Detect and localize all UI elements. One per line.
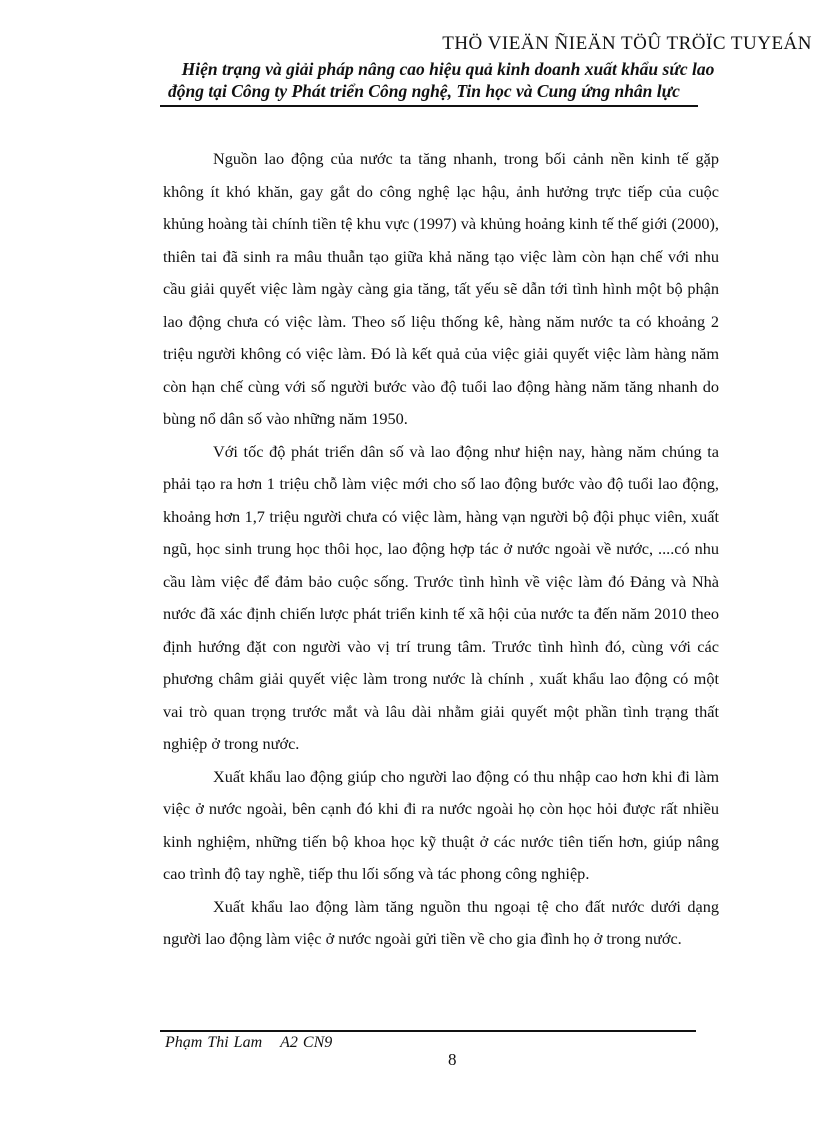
- watermark-text: THÖ VIEÄN ÑIEÄN TÖÛ TRÖÏC TUYEÁN: [442, 33, 812, 54]
- paragraph: Nguồn lao động của nước ta tăng nhanh, trong bối cảnh nền kinh tế gặp không ít khó khăn, gay gắt do công nghệ lạc hậu, ảnh hưởng trực tiếp của cuộc khủng hoàng tài chính tiền tệ khu vực (1997) và khủng hoảng kinh tế thế giới (2000), thiên tai đã sinh ra mâu thuẫn tạo giữa khả năng tạo việc làm còn hạn chế với nhu cầu giải quyết việc làm ngày càng gia tăng, tất yếu sẽ dẫn tới tình hình một bộ phận lao động chưa có việc làm. Theo số liệu thống kê, hàng năm nước ta có khoảng 2 triệu người không có việc làm. Đó là kết quả của việc giải quyết việc làm hàng năm còn hạn chế cùng với số người bước vào độ tuổi lao động hàng năm tăng nhanh do bùng nổ dân số vào những năm 1950.: [163, 149, 719, 428]
- paragraph: Xuất khẩu lao động giúp cho người lao động có thu nhập cao hơn khi đi làm việc ở nước ngoài, bên cạnh đó khi đi ra nước ngoài họ còn học hỏi được rất nhiều kinh nghiệm, những tiến bộ khoa học kỹ thuật ở các nước tiên tiến hơn, giúp nâng cao trình độ tay nghề, tiếp thu lối sống và tác phong công nghiệp.: [163, 766, 719, 883]
- page-number: 8: [448, 1050, 457, 1069]
- footer-divider: [160, 1030, 696, 1032]
- document-title: [168, 58, 728, 102]
- paragraph: Với tốc độ phát triển dân số và lao động như hiện nay, hàng năm chúng ta phải tạo ra hơn 1 triệu chỗ làm việc mới cho số lao động bước vào độ tuổi lao động, khoảng hơn 1,7 triệu người chưa có việc làm, hàng vạn người bộ đội phục viên, xuất ngũ, học sinh trung học thôi học, lao động hợp tác ở nước ngoài về nước, ....có nhu cầu làm việc để đảm bảo cuộc sống. Trước tình hình về việc làm đó Đảng và Nhà nước đã xác định chiến lược phát triển kinh tế xã hội của nước ta đến năm 2010 theo định hướng đặt con người vào vị trí trung tâm. Trước tình hình đó, cùng với các phương châm giải quyết việc làm trong nước là chính , xuất khẩu lao động có một vai trò quan trọng trước mắt và lâu dài nhằm giải quyết một phần tình trạng thất nghiệp ở trong nước.: [163, 441, 719, 753]
- footer-author-line: [165, 1034, 332, 1052]
- paragraph: Xuất khẩu lao động làm tăng nguồn thu ngoại tệ cho đất nước dưới dạng người lao động làm việc ở nước ngoài gửi tiền về cho gia đình họ ở trong nước.: [163, 896, 719, 948]
- class-name: A2 CN9: [280, 1034, 333, 1051]
- author-name: Phạm Thi Lam: [165, 1034, 263, 1051]
- title-line-1: Hiện trạng và giải pháp nâng cao hiệu quả kinh doanh xuất khẩu sức lao: [181, 59, 715, 79]
- body-text: [163, 143, 719, 956]
- title-line-2: động tại Công ty Phát triển Công nghệ, Tin học và Cung ứng nhân lực: [168, 81, 680, 101]
- header-divider: [160, 105, 698, 107]
